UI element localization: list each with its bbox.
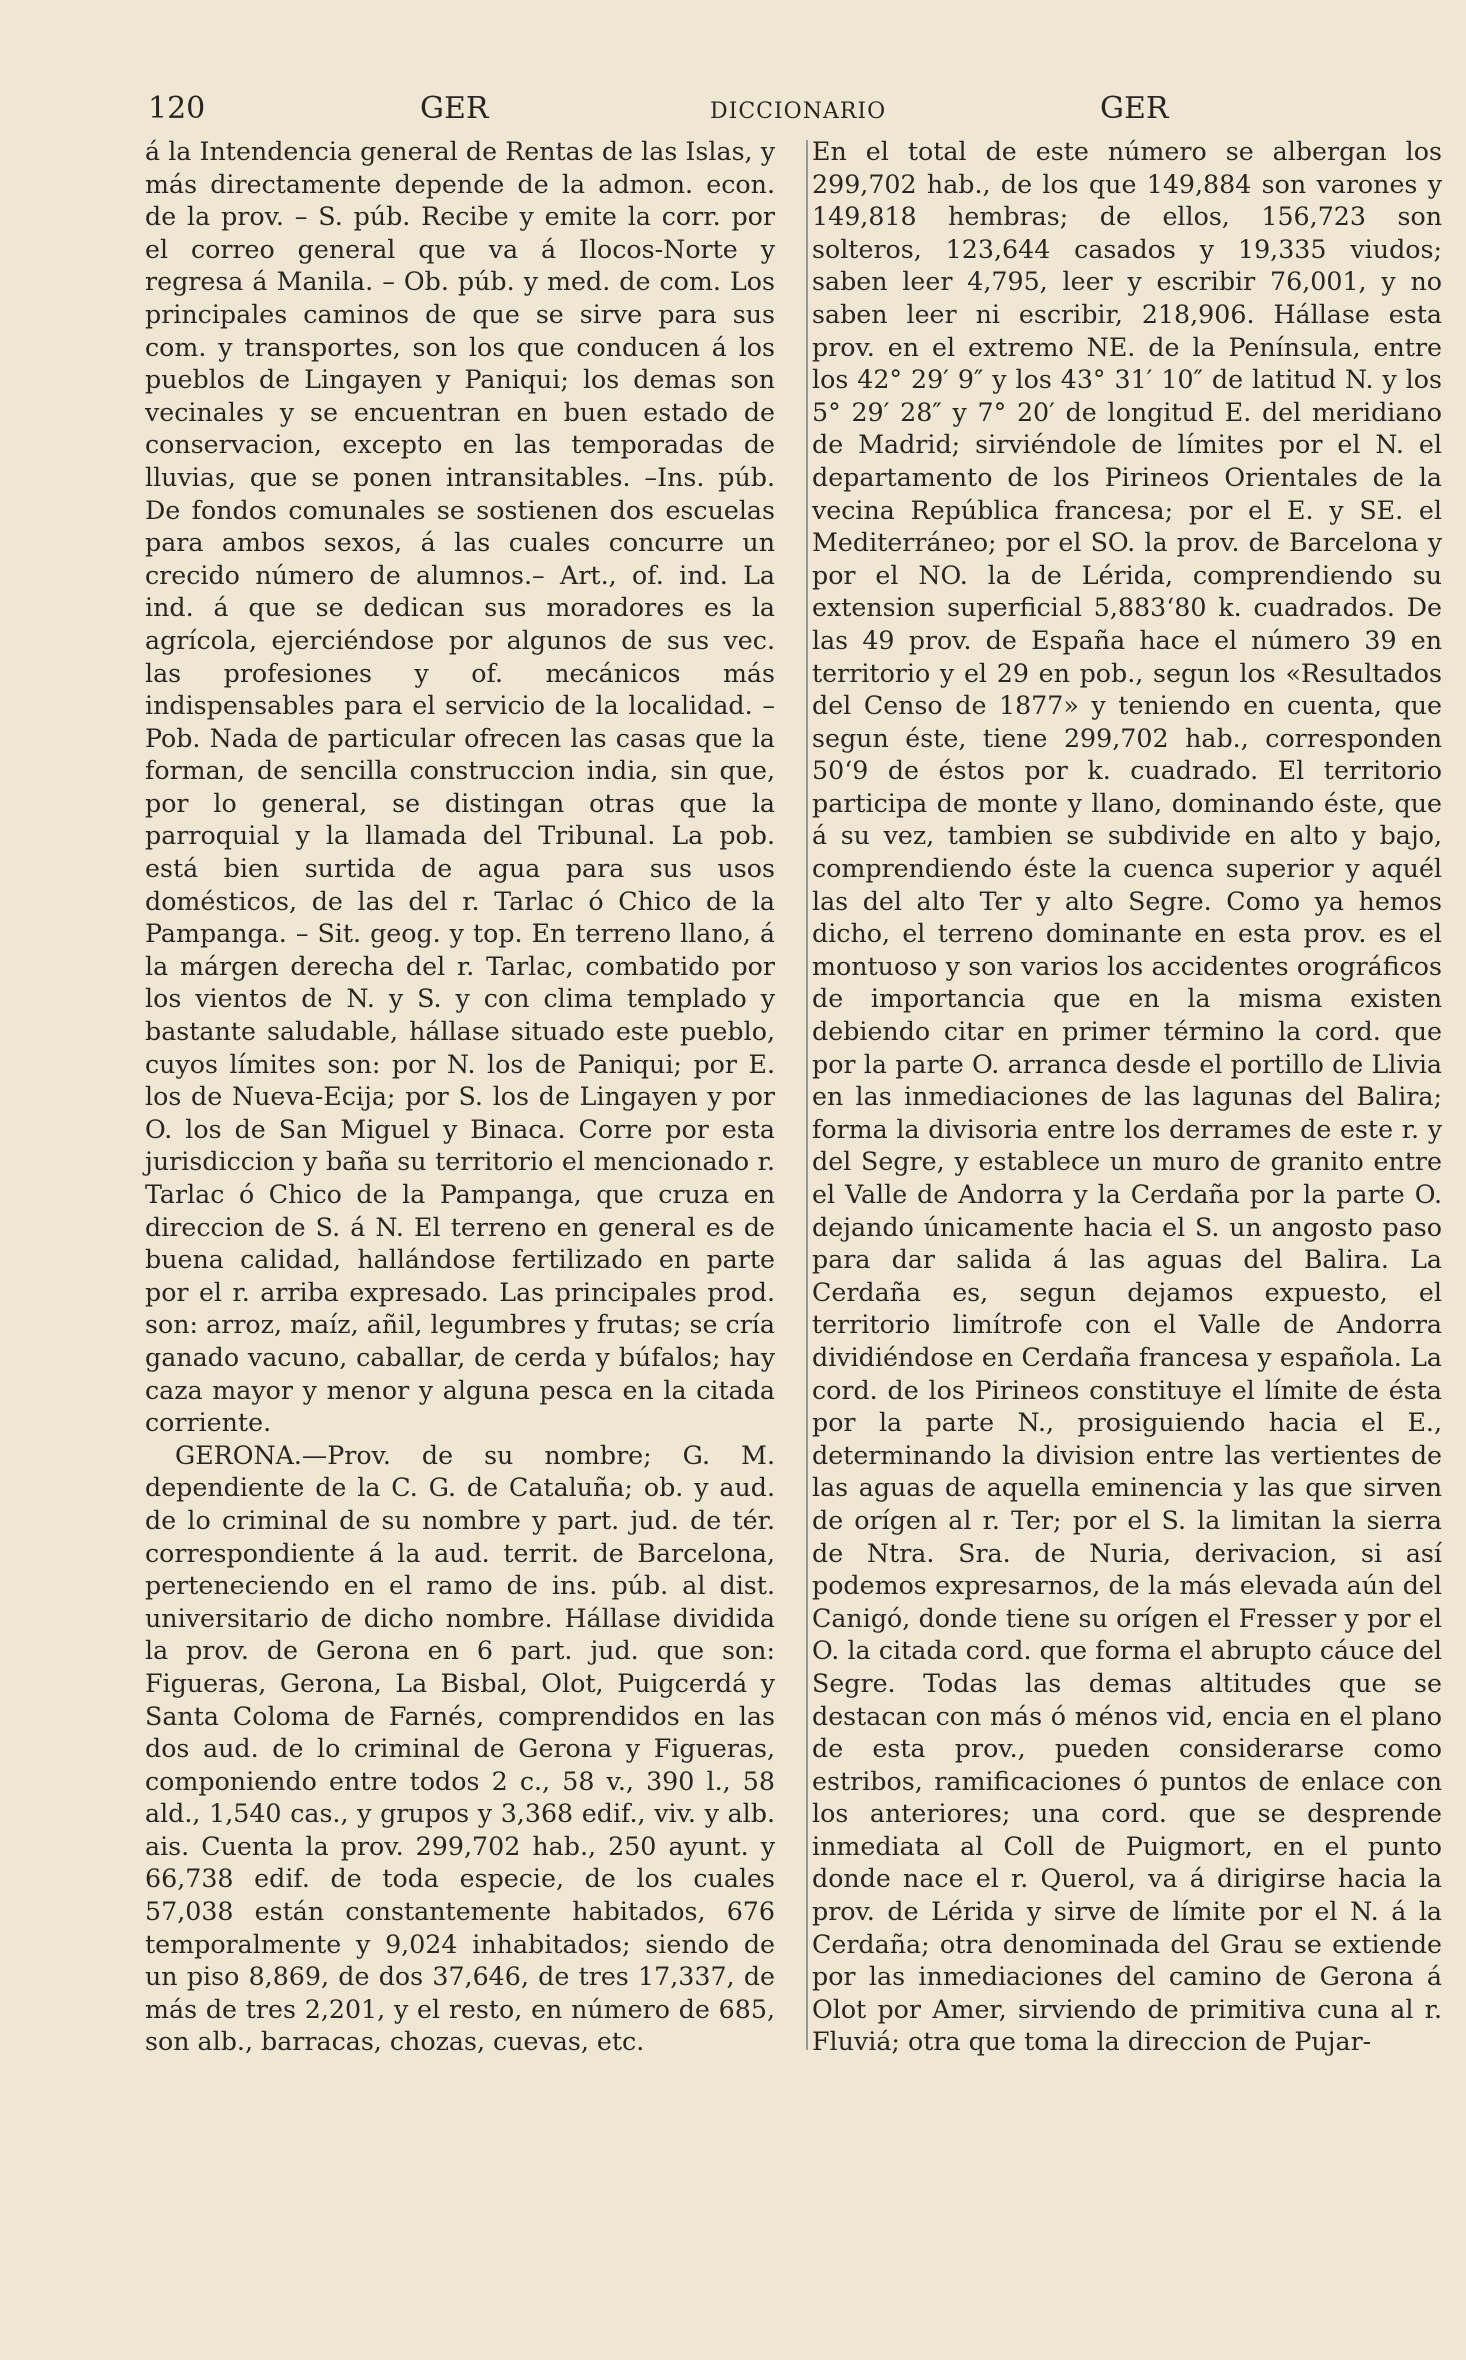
left-column-text: á la Intendencia general de Rentas de las Islas, y más directamente depende de la admon. econ. de la prov. – S. púb. Recibe y emite la corr. por el correo general que va á Ilocos-Norte y regresa á Manila. – Ob. púb. y med. de com. Los principales caminos de que se sirve para sus com. y transportes, son los que conducen á los pueblos de Lingayen y Paniqui; los demas son vecinales y se encuentran en buen estado de conservacion, excepto en las temporadas de lluvias, que se ponen intransitables. –Ins. púb. De fondos comunales se sostienen dos escuelas para ambos sexos, á las cuales concurre un crecido número de alumnos.– Art., of. ind. La ind. á que se dedican sus moradores es la agrícola, ejerciéndose por algunos de sus vec. las profesiones y of. mecánicos más indispensables para el servicio de la localidad. – Pob. Nada de particular ofrecen las casas que la forman, de sencilla construccion india, sin que, por lo general, se distingan otras que la parroquial y la llamada del Tribunal. La pob. está bien surtida de agua para sus usos domésticos, de las del r. Tarlac ó Chico de la Pampanga. – Sit. geog. y top. En terreno llano, á la márgen derecha del r. Tarlac, combatido por los vientos de N. y S. y con clima templado y bastante saludable, hállase situado este pueblo, cuyos límites son: por N. los de Paniqui; por E. los de Nueva-Ecija; por S. los de Lingayen y por O. los de San Miguel y Binaca. Corre por esta jurisdiccion y baña su territorio el mencionado r. Tarlac ó Chico de la Pampanga, que cruza en direccion de S. á N. El terreno en general es de buena calidad, hallándose fertilizado en parte por el r. arriba expresado. Las principales prod. son: arroz, maíz, añil, legumbres y frutas; se cría ganado vacuno, caballar, de cerda y búfalos; hay caza mayor y menor y alguna pesca en la citada corriente. [145,137,775,1438]
header-center-title: DICCIONARIO [710,99,887,124]
right-column-text: En el total de este número se albergan los 299,702 hab., de los que 149,884 son varones y 149,818 hembras; de ellos, 156,723 son solteros, 123,644 casados y 19,335 viudos; saben leer 4,795, leer y escribir 76,001, y no saben leer ni escribir, 218,906. Hállase esta prov. en el extremo NE. de la Península, entre los 42° 29′ 9″ y los 43° 31′ 10″ de latitud N. y los 5° 29′ 28″ y 7° 20′ de longitud E. del meridiano de Madrid; sirviéndole de límites por el N. el departamento de los Pirineos Orientales de la vecina República francesa; por el E. y SE. el Mediterráneo; por el SO. la prov. de Barcelona y por el NO. la de Lérida, comprendiendo su extension superficial 5,883‘80 k. cuadrados. De las 49 prov. de España hace el número 39 en territorio y el 29 en pob., segun los «Resultados del Censo de 1877» y teniendo en cuenta, que segun éste, tiene 299,702 hab., corresponden 50‘9 de éstos por k. cuadrado. El territorio participa de monte y llano, dominando éste, que á su vez, tambien se subdivide en alto y bajo, comprendiendo éste la cuenca superior y aquél las del alto Ter y alto Segre. Como ya hemos dicho, el terreno dominante en esta prov. es el montuoso y son varios los accidentes orográficos de importancia que en la misma existen debiendo citar en primer término la cord. que por la parte O. arranca desde el portillo de Llivia en las inmediaciones de las lagunas del Balira; forma la divisoria entre los derrames de este r. y del Segre, y establece un muro de granito entre el Valle de Andorra y la Cerdaña por la parte O. dejando únicamente hacia el S. un angosto paso para dar salida á las aguas del Balira. La Cerdaña es, segun dejamos expuesto, el territorio limítrofe con el Valle de Andorra dividiéndose en Cerdaña francesa y española. La cord. de los Pirineos constituye el límite de ésta por la parte N., prosiguiendo hacia el E., determinando la division entre las vertientes de las aguas de aquella eminencia y las que sirven de orígen al r. Ter; por el S. la limitan la sierra de Ntra. Sra. de Nuria, derivacion, si así podemos expresarnos, de la más elevada aún del Canigó, donde tiene su orígen el Fresser y por el O. la citada cord. que forma el abrupto cáuce del Segre. Todas las demas altitudes que se destacan con más ó ménos vid, encia en el plano de esta prov., pueden considerarse como estribos, ramificaciones ó puntos de enlace con los anteriores; una cord. que se desprende inmediata al Coll de Puigmort, en el punto donde nace el r. Querol, va á dirigirse hacia la prov. de Lérida y sirve de límite por el N. á la Cerdaña; otra denominada del Grau se extiende por las inmediaciones del camino de Gerona á Olot por Amer, sirviendo de primitiva cuna al r. Fluviá; otra que toma la direccion de Pujar- [812,137,1442,2057]
column-divider [806,140,808,2050]
left-column [145,136,775,2059]
running-header [140,85,1386,135]
page-number: 120 [148,91,206,126]
header-right-word: GER [1100,91,1169,126]
right-column [812,136,1442,2059]
entry-gerona-paragraph: GERONA.—Prov. de su nombre; G. M. dependiente de la C. G. de Cataluña; ob. y aud. de lo criminal de su nombre y part. jud. de tér. correspondiente á la aud. territ. de Barcelona, perteneciendo en el ramo de ins. púb. al dist. universitario de dicho nombre. Hállase dividida la prov. de Gerona en 6 part. jud. que son: Figueras, Gerona, La Bisbal, Olot, Puigcerdá y Santa Coloma de Farnés, comprendidos en las dos aud. de lo criminal de Gerona y Figueras, componiendo entre todos 2 c., 58 v., 390 l., 58 ald., 1,540 cas., y grupos y 3,368 edif., viv. y alb. ais. Cuenta la prov. 299,702 hab., 250 ayunt. y 66,738 edif. de toda especie, de los cuales 57,038 están constantemente habitados, 676 temporalmente y 9,024 inhabitados; siendo de un piso 8,869, de dos 37,646, de tres 17,337, de más de tres 2,201, y el resto, en número de 685, son alb., barracas, chozas, cuevas, etc. [145,1440,775,2057]
header-left-word: GER [420,91,489,126]
